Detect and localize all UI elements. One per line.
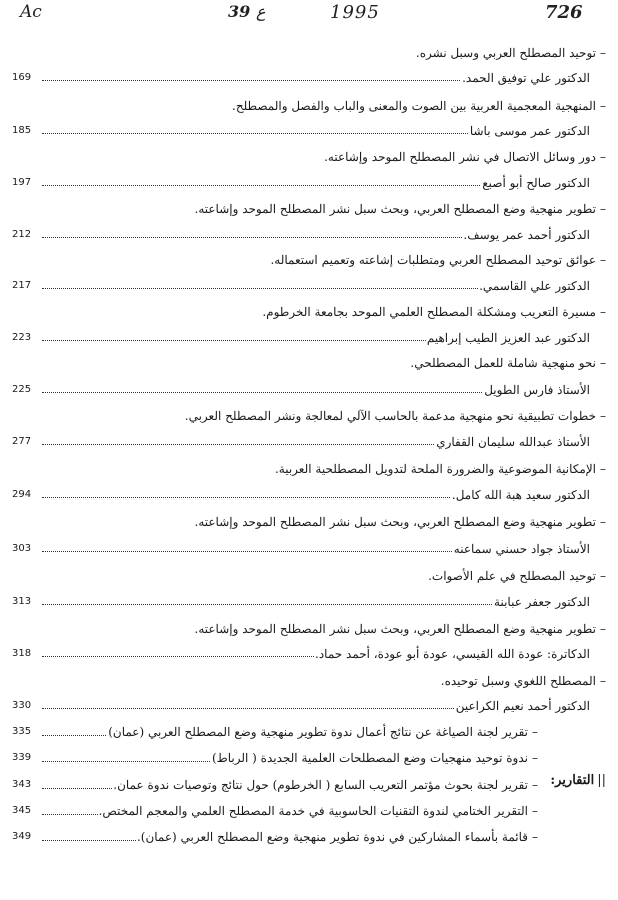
dash-mark: –: [600, 99, 606, 113]
entry-title: خطوات تطبيقية نحو منهجية مدعمة بالحاسب الآلي لمعالجة ونشر المصطلح العربي.: [184, 409, 596, 423]
entry-page-number: 217: [12, 280, 32, 291]
dash-mark: –: [600, 515, 606, 529]
entry-author-line: [12, 593, 590, 611]
report-item: [12, 827, 538, 847]
entry-title: دور وسائل الاتصال في نشر المصطلح الموحد وإشاعته.: [324, 150, 596, 164]
entry-title-line: [195, 200, 606, 218]
entry-page-number: 225: [12, 384, 32, 395]
handwritten-mark-left: Ac: [20, 2, 42, 22]
entry-page-number: 330: [12, 700, 32, 711]
entry-title: مسيرة التعريب ومشكلة المصطلح العلمي الموحد بجامعة الخرطوم.: [262, 305, 596, 319]
entry-author-line: [12, 540, 590, 558]
report-page-number: 335: [12, 726, 32, 737]
report-text: [107, 722, 538, 742]
reports-heading-bars: ||: [597, 773, 606, 788]
dash-mark: –: [600, 622, 606, 636]
report-page-number: 345: [12, 805, 32, 816]
entry-title: الإمكانية الموضوعية والضرورة الملحة لتدويل المصطلحية العربية.: [274, 462, 596, 476]
entry-title: المنهجية المعجمية العربية بين الصوت والمعنى والباب والفصل والمصطلح.: [232, 99, 596, 113]
entry-title: تطوير منهجية وضع المصطلح العربي، وبحث سبل نشر المصطلح الموحد وإشاعته.: [194, 515, 596, 529]
entry-title: عوائق توحيد المصطلح العربي ومتطلبات إشاعته وتعميم استعماله.: [270, 253, 596, 267]
entry-author-line: [12, 486, 590, 504]
report-page-number: 339: [12, 752, 32, 763]
entry-title-line: [324, 148, 606, 166]
entry-author: الدكاترة: عودة الله القيسي، عودة أبو عودة، أحمد حماد.: [315, 647, 590, 661]
entry-title-line: [232, 97, 606, 115]
entry-author: الدكتور أحمد نعيم الكراعين: [455, 699, 590, 713]
entry-title-line: [441, 672, 606, 690]
entry-author: الدكتور عمر موسى باشا: [469, 124, 590, 138]
entry-page-number: 318: [12, 648, 32, 659]
dash-mark: –: [532, 725, 538, 739]
entry-author-line: [12, 697, 590, 715]
dash-mark: –: [600, 305, 606, 319]
entry-author-line: [12, 433, 590, 451]
entry-author-line: [12, 69, 590, 87]
handwritten-mark-right: 726: [545, 2, 583, 23]
report-title: تقرير لجنة بحوث مؤتمر التعريب السابع ( الخرطوم) حول نتائج وتوصيات ندوة عمان.: [113, 778, 528, 792]
report-text: [136, 827, 538, 847]
report-text: [98, 801, 538, 821]
entry-author-line: [12, 329, 590, 347]
entry-title-line: [195, 513, 606, 531]
dash-mark: –: [600, 356, 606, 370]
entry-author: الدكتور سعيد هبة الله كامل.: [451, 488, 590, 502]
entry-title-line: [270, 251, 606, 269]
entry-title: تطوير منهجية وضع المصطلح العربي، وبحث سبل نشر المصطلح الموحد وإشاعته.: [194, 622, 596, 636]
dash-mark: –: [600, 253, 606, 267]
entry-author-line: [12, 122, 590, 140]
dash-mark: –: [600, 462, 606, 476]
entry-title: توحيد المصطلح في علم الأصوات.: [428, 569, 596, 583]
dash-mark: –: [532, 778, 538, 792]
entry-author: الأستاذ عبدالله سليمان القفاري: [436, 435, 590, 449]
report-item: [12, 801, 538, 821]
report-text: [211, 748, 538, 768]
entry-title: توحيد المصطلح العربي وسبل نشره.: [415, 46, 596, 60]
dash-mark: –: [600, 409, 606, 423]
dash-mark: –: [600, 569, 606, 583]
reports-heading-text: التقارير:: [550, 773, 595, 788]
entry-author: الأستاذ فارس الطويل: [484, 383, 590, 397]
entry-page-number: 277: [12, 436, 32, 447]
dash-mark: –: [532, 830, 538, 844]
entry-author: الدكتور جعفر عبابنة: [494, 595, 590, 609]
entry-title-line: [195, 620, 606, 638]
handwritten-mark-number: 39: [228, 2, 251, 21]
report-title: ندوة توحيد منهجيات وضع المصطلحات العلمية الجديدة ( الرباط): [211, 751, 528, 765]
dash-mark: –: [600, 150, 606, 164]
entry-author: الدكتور صالح أبو أصبع: [482, 176, 590, 190]
report-title: تقرير لجنة الصياغة عن نتائج أعمال ندوة تطوير منهجية وضع المصطلح العربي (عمان): [108, 725, 528, 739]
report-title: قائمة بأسماء المشاركين في ندوة تطوير منهجية وضع المصطلح العربي (عمان).: [136, 830, 528, 844]
entry-title-line: [428, 567, 606, 585]
report-item: [12, 722, 538, 742]
entry-page-number: 169: [12, 72, 32, 83]
dash-mark: –: [532, 751, 538, 765]
entry-title: تطوير منهجية وضع المصطلح العربي، وبحث سبل نشر المصطلح الموحد وإشاعته.: [194, 202, 596, 216]
entry-title-line: [185, 407, 606, 425]
handwritten-mark-letter: ع: [256, 2, 266, 21]
entry-author-line: [12, 645, 590, 663]
entry-title-line: [410, 354, 606, 372]
entry-title-line: [262, 303, 606, 321]
report-item: [12, 748, 538, 768]
entry-page-number: 212: [12, 229, 32, 240]
entry-author: الدكتور أحمد عمر يوسف.: [463, 228, 590, 242]
report-item: [12, 775, 538, 795]
entry-author: الدكتور عبد العزيز الطيب إبراهيم: [426, 331, 590, 345]
entry-page-number: 294: [12, 489, 32, 500]
reports-heading: [550, 773, 606, 788]
entry-page-number: 313: [12, 596, 32, 607]
entry-page-number: 303: [12, 543, 32, 554]
report-page-number: 343: [12, 779, 32, 790]
entry-title: المصطلح اللغوي وسبل توحيده.: [440, 674, 596, 688]
entry-title-line: [275, 460, 606, 478]
report-page-number: 349: [12, 831, 32, 842]
dash-mark: –: [532, 804, 538, 818]
entry-author-line: [12, 174, 590, 192]
entry-author-line: [12, 226, 590, 244]
dash-mark: –: [600, 46, 606, 60]
dash-mark: –: [600, 674, 606, 688]
entry-page-number: 197: [12, 177, 32, 188]
report-text: [112, 775, 538, 795]
entry-author-line: [12, 277, 590, 295]
entry-title-line: [416, 44, 606, 62]
entry-author: الدكتور علي القاسمي.: [479, 279, 590, 293]
report-title: التقرير الختامي لندوة التقنيات الحاسوبية في خدمة المصطلح العلمي والمعجم المختص.: [98, 804, 528, 818]
entry-author: الأستاذ جواد حسني سماعنه: [453, 542, 590, 556]
entry-page-number: 223: [12, 332, 32, 343]
entry-title: نحو منهجية شاملة للعمل المصطلحي.: [410, 356, 596, 370]
entry-author-line: [12, 381, 590, 399]
handwritten-mark-year: 1995: [330, 2, 380, 23]
dash-mark: –: [600, 202, 606, 216]
entry-page-number: 185: [12, 125, 32, 136]
entry-author: الدكتور علي توفيق الحمد.: [462, 71, 590, 85]
